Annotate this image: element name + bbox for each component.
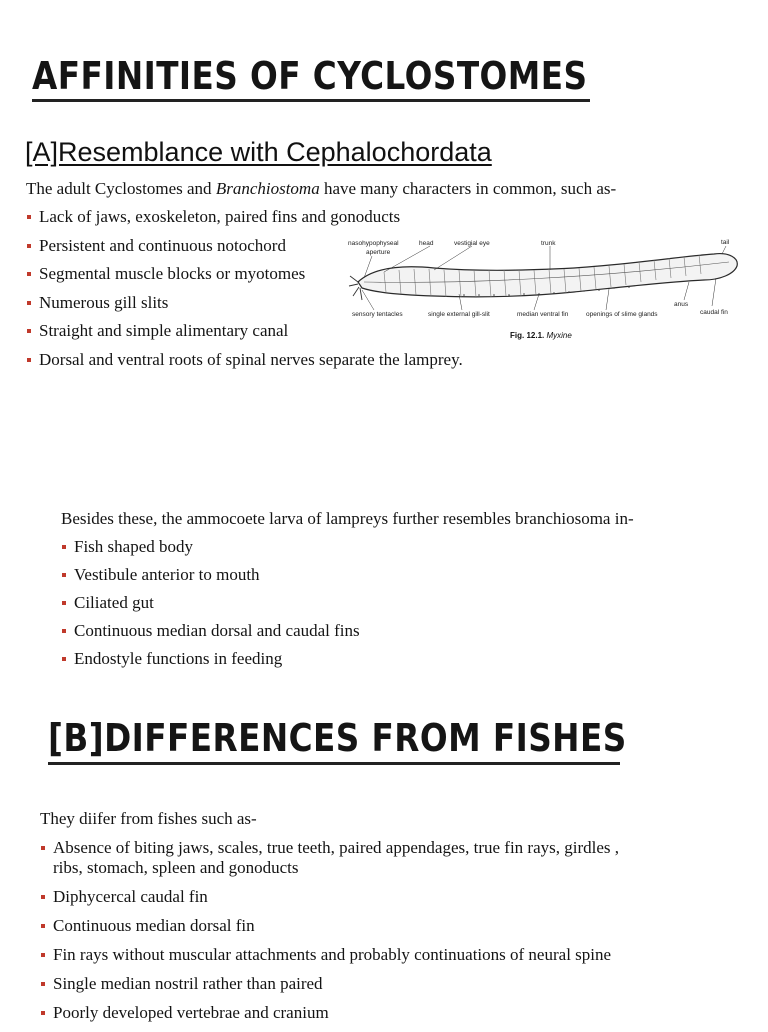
section-a-heading: [A]Resemblance with Cephalochordata bbox=[25, 137, 492, 167]
figure-label-tail: tail bbox=[721, 239, 730, 246]
section-a-title-underline bbox=[32, 99, 590, 102]
list-item: Endostyle functions in feeding bbox=[61, 649, 360, 677]
list-item: Diphycercal caudal fin bbox=[40, 887, 619, 907]
list-item: Persistent and continuous notochord bbox=[26, 236, 463, 265]
figure-label-anus: anus bbox=[674, 301, 689, 308]
list-item: Dorsal and ventral roots of spinal nerves separate the lamprey. bbox=[26, 350, 463, 379]
intro-italic-term: Branchiostoma bbox=[215, 179, 320, 198]
section-b-title: [B]DIFFERENCES FROM FISHES bbox=[48, 716, 627, 760]
figure-label-nasohypophyseal: nasohypophyseal bbox=[348, 240, 399, 247]
list-item: Single median nostril rather than paired bbox=[40, 974, 619, 994]
section-b-intro: They diifer from fishes such as- bbox=[40, 809, 257, 828]
list-item-line: ribs, stomach, spleen and gonoducts bbox=[53, 858, 299, 877]
section-b-title-underline bbox=[48, 762, 620, 765]
figure-label-median-ventral-fin: median ventral fin bbox=[517, 311, 569, 318]
figure-label-trunk: trunk bbox=[541, 240, 556, 247]
figure-label-head: head bbox=[419, 240, 434, 247]
section-a-title: AFFINITIES OF CYCLOSTOMES bbox=[32, 54, 588, 98]
figure-label-slime-glands: openings of slime glands bbox=[586, 311, 658, 318]
list-item-line: Absence of biting jaws, scales, true teeth, paired appendages, true fin rays, girdles , bbox=[53, 838, 620, 857]
figure-caption-number: Fig. 12.1. bbox=[510, 331, 545, 340]
list-item: Segmental muscle blocks or myotomes bbox=[26, 264, 463, 293]
figure-label-aperture: aperture bbox=[366, 249, 391, 256]
myxine-figure bbox=[344, 232, 768, 344]
larva-bullet-list bbox=[61, 537, 360, 677]
figure-label-gill-slit: single external gill-slit bbox=[428, 311, 490, 318]
section-b-bullet-list bbox=[40, 838, 619, 1032]
list-item: Poorly developed vertebrae and cranium bbox=[40, 1003, 619, 1023]
list-item bbox=[40, 838, 619, 878]
list-item: Straight and simple alimentary canal bbox=[26, 321, 463, 350]
list-item: Continuous median dorsal fin bbox=[40, 916, 619, 936]
list-item: Lack of jaws, exoskeleton, paired fins and gonoducts bbox=[26, 207, 463, 236]
intro-text-start: The adult Cyclostomes and bbox=[26, 179, 216, 198]
figure-label-sensory-tentacles: sensory tentacles bbox=[352, 311, 403, 318]
figure-caption bbox=[510, 331, 572, 340]
list-item: Fish shaped body bbox=[61, 537, 360, 565]
list-item: Fin rays without muscular attachments and probably continuations of neural spine bbox=[40, 945, 619, 965]
intro-text-end: have many characters in common, such as- bbox=[319, 179, 617, 198]
list-item: Ciliated gut bbox=[61, 593, 360, 621]
figure-caption-name: Myxine bbox=[546, 331, 572, 340]
section-a-intro bbox=[26, 179, 616, 199]
list-item: Vestibule anterior to mouth bbox=[61, 565, 360, 593]
figure-label-caudal-fin: caudal fin bbox=[700, 309, 728, 316]
list-item: Numerous gill slits bbox=[26, 293, 463, 322]
list-item: Continuous median dorsal and caudal fins bbox=[61, 621, 360, 649]
figure-label-vestigial-eye: vestigial eye bbox=[454, 240, 490, 247]
larva-intro: Besides these, the ammocoete larva of lampreys further resembles branchiosoma in- bbox=[61, 509, 634, 528]
myxine-body bbox=[358, 254, 737, 297]
